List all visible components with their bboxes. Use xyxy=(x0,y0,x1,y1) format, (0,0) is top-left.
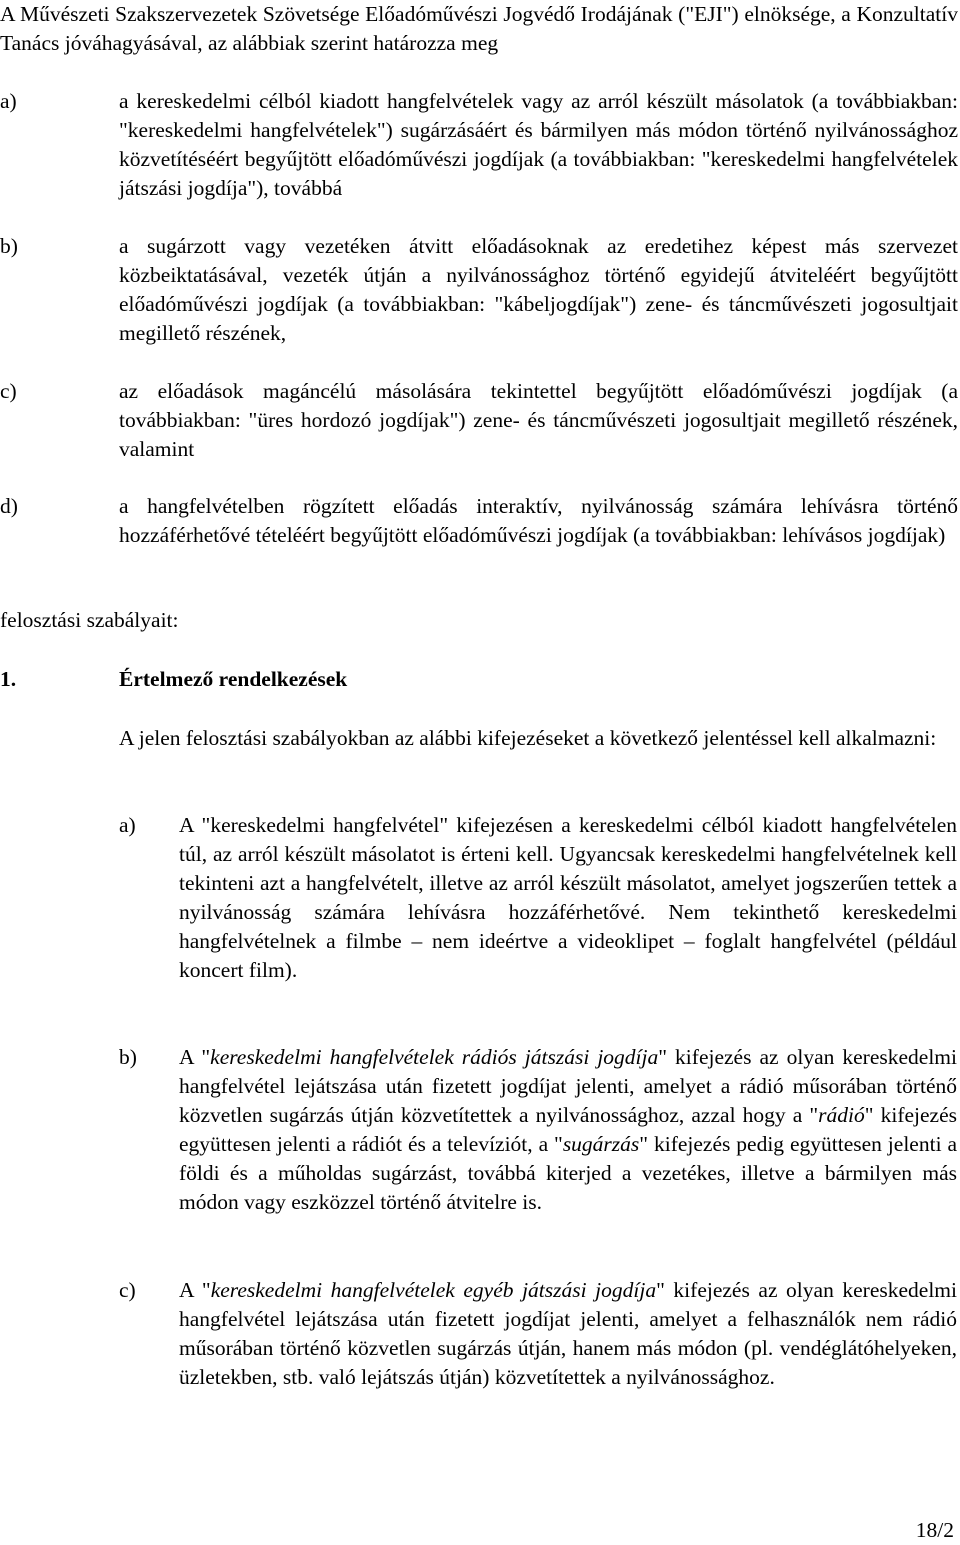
list-item-b xyxy=(0,232,958,348)
definition-b xyxy=(119,1043,957,1217)
text-run: " kifejezés pedig együttesen jelenti a földi és a műholdas sugárzást, továbbá kiterjed a vezetékes, illetve a bármilyen más módon vagy eszközzel történő átvitelre is. xyxy=(179,1132,957,1214)
defined-term: kereskedelmi hangfelvételek rádiós játszási jogdíja xyxy=(210,1045,659,1069)
list-item-label: c) xyxy=(0,379,17,403)
list-item-c xyxy=(0,377,958,464)
list-item-text: a hangfelvételben rögzített előadás interaktív, nyilvánosság számára lehívásra történő hozzáférhetővé tételéért begyűjtött előadóművészi jogdíjak (a továbbiakban: lehívásos jogdíjak) xyxy=(119,494,958,547)
list-item-text: az előadások magáncélú másolására tekintettel begyűjtött előadóművészi jogdíjak (a továbbiakban: "üres hordozó jogdíjak") zene- és táncművészeti jogosultjait megillető részének, valamint xyxy=(119,379,958,461)
section-title: Értelmező rendelkezések xyxy=(119,667,348,691)
list-item-label: a) xyxy=(0,89,17,113)
text-run: A " xyxy=(179,1045,211,1069)
intro-paragraph: A Művészeti Szakszervezetek Szövetsége Előadóművészi Jogvédő Irodájának ("EJI") elnöksége, a Konzultatív Tanács jóváhagyásával, az alábbiak szerint határozza meg xyxy=(0,2,958,55)
list-item-label: d) xyxy=(0,494,18,518)
text-run: " kifejezés az olyan kereskedelmi hangfelvétel lejátszása után fizetett jogdíjat jelenti, amelyet a rádió műsorában történő közvetlen sugárzás útján közvetítettek a nyilvánossághoz, azzal hogy a " xyxy=(179,1045,958,1127)
definition-label: b) xyxy=(119,1045,137,1069)
defined-term: rádió xyxy=(818,1103,865,1127)
page-number: 18/2 xyxy=(915,1518,954,1542)
list-item-label: b) xyxy=(0,234,18,258)
definition-text xyxy=(179,1276,957,1392)
lead-paragraph: A jelen felosztási szabályokban az alábbi kifejezéseket a következő jelentéssel kell alkalmazni: xyxy=(119,726,937,750)
list-item-d xyxy=(0,492,958,550)
definition-text xyxy=(179,1043,957,1217)
list-item-a xyxy=(0,87,958,203)
list-item-text: a sugárzott vagy vezetéken átvitt előadásoknak az eredetihez képest más szervezet közbeiktatásával, vezeték útján a nyilvánossághoz történő egyidejű átviteléért begyűjtött előadóművészi jogdíjak (a továbbiakban: "kábeljogdíjak") zene- és táncművészeti jogosultjait megillető részének, xyxy=(119,234,958,345)
text-run: " kifejezés együttesen jelenti a rádiót és a televíziót, a " xyxy=(179,1103,957,1156)
definition-a xyxy=(119,811,957,985)
text-run: A " xyxy=(179,1278,211,1302)
definition-label: a) xyxy=(119,813,136,837)
defined-term: sugárzás xyxy=(562,1132,640,1156)
section-number: 1. xyxy=(0,667,17,691)
closing-line: felosztási szabályait: xyxy=(0,608,179,632)
definition-text: A "kereskedelmi hangfelvétel" kifejezésen a kereskedelmi célból kiadott hangfelvételen túl, az arról készült másolatot is érteni kell. Ugyancsak kereskedelmi hangfelvételnek kell tekinteni azt a hangfelvételt, illetve az arról készült másolatot, amelyet jogszerűen tettek a nyilvánosság számára lehívásra hozzáférhetővé. Nem tekinthető kereskedelmi hangfelvételnek a filmbe – nem ideértve a videoklipet – foglalt hangfelvétel (például koncert film). xyxy=(179,813,957,982)
definition-c xyxy=(119,1276,957,1392)
list-item-text: a kereskedelmi célból kiadott hangfelvételek vagy az arról készült másolatok (a továbbiakban: "kereskedelmi hangfelvételek") sugárzásáért és bármilyen más módon történő nyilvánossághoz közvetítéséért begyűjtött előadóművészi jogdíjak (a továbbiakban: "kereskedelmi hangfelvételek játszási jogdíja"), továbbá xyxy=(119,89,958,200)
text-run: " kifejezés az olyan kereskedelmi hangfelvétel lejátszása után fizetett jogdíjat jelenti, amelyet a felhasználók nem rádió műsorában történő közvetlen sugárzás útján, hanem más módon (pl. vendéglátóhelyeken, üzletekben, stb. való lejátszás útján) közvetítettek a nyilvánossághoz. xyxy=(179,1278,957,1389)
definition-label: c) xyxy=(119,1278,136,1302)
defined-term: kereskedelmi hangfelvételek egyéb játszási jogdíja xyxy=(210,1278,657,1302)
